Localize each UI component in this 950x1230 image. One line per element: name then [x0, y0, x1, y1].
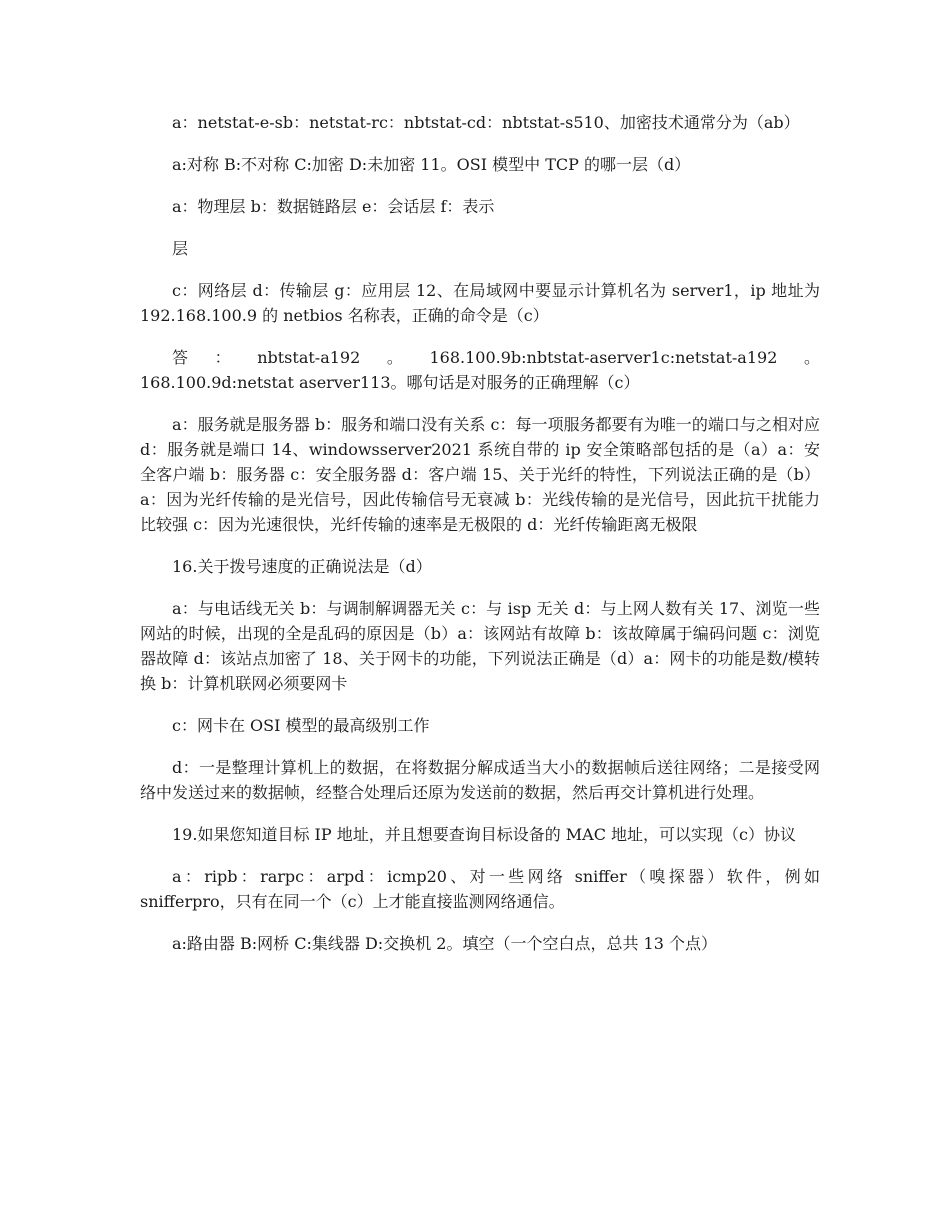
- paragraph: a:对称 B:不对称 C:加密 D:未加密 11。OSI 模型中 TCP 的哪一层（d）: [172, 155, 691, 174]
- paragraph: 答：nbtstat-a192。168.100.9b:nbtstat-aserver1c:netstat-a192。168.100.9d:netstat aserver113。哪句话是对服务的正确理解（c）: [140, 348, 820, 392]
- paragraph: d：一是整理计算机上的数据，在将数据分解成适当大小的数据帧后送往网络；二是接受网络中发送过来的数据帧，经整合处理后还原为发送前的数据，然后再交计算机进行处理。: [140, 758, 820, 802]
- paragraph: a：netstat-e-sb：netstat-rc：nbtstat-cd：nbtstat-s510、加密技术通常分为（ab）: [172, 113, 800, 132]
- paragraph: a:路由器 B:网桥 C:集线器 D:交换机 2。填空（一个空白点，总共 13 个点）: [172, 934, 717, 953]
- paragraph: a：与电话线无关 b：与调制解调器无关 c：与 isp 无关 d：与上网人数有关 17、浏览一些网站的时候，出现的全是乱码的原因是（b）a：该网站有故障 b：该故障属于编码问题 c：浏览器故障 d：该站点加密了 18、关于网卡的功能，下列说法正确是（d）a：网卡的功能是数/模转换 b：计算机联网必须要网卡: [140, 599, 820, 693]
- paragraph: c：网卡在 OSI 模型的最高级别工作: [172, 716, 430, 735]
- paragraph: 层: [172, 239, 189, 258]
- paragraph: a：ripb：rarpc：arpd：icmp20、对一些网络 sniffer（嗅探器）软件，例如 snifferpro，只有在同一个（c）上才能直接监测网络通信。: [140, 867, 820, 911]
- paragraph: a：物理层 b：数据链路层 e：会话层 f：表示: [172, 197, 495, 216]
- document-page: [140, 110, 820, 973]
- paragraph: 19.如果您知道目标 IP 地址，并且想要查询目标设备的 MAC 地址，可以实现（c）协议: [172, 825, 797, 844]
- paragraph: 16.关于拨号速度的正确说法是（d）: [172, 557, 432, 576]
- paragraph: c：网络层 d：传输层 g：应用层 12、在局域网中要显示计算机名为 server1，ip 地址为 192.168.100.9 的 netbios 名称表，正确的命令是（c）: [140, 281, 820, 325]
- paragraph: a：服务就是服务器 b：服务和端口没有关系 c：每一项服务都要有为唯一的端口与之相对应 d：服务就是端口 14、windowsserver2021 系统自带的 ip 安全策略部包括的是（a）a：安全客户端 b：服务器 c：安全服务器 d：客户端 15、关于光纤的特性，下列说法正确的是（b）a：因为光纤传输的是光信号，因此传输信号无衰减 b：光线传输的是光信号，因此抗干扰能力比较强 c：因为光速很快，光纤传输的速率是无极限的 d：光纤传输距离无极限: [140, 415, 820, 534]
